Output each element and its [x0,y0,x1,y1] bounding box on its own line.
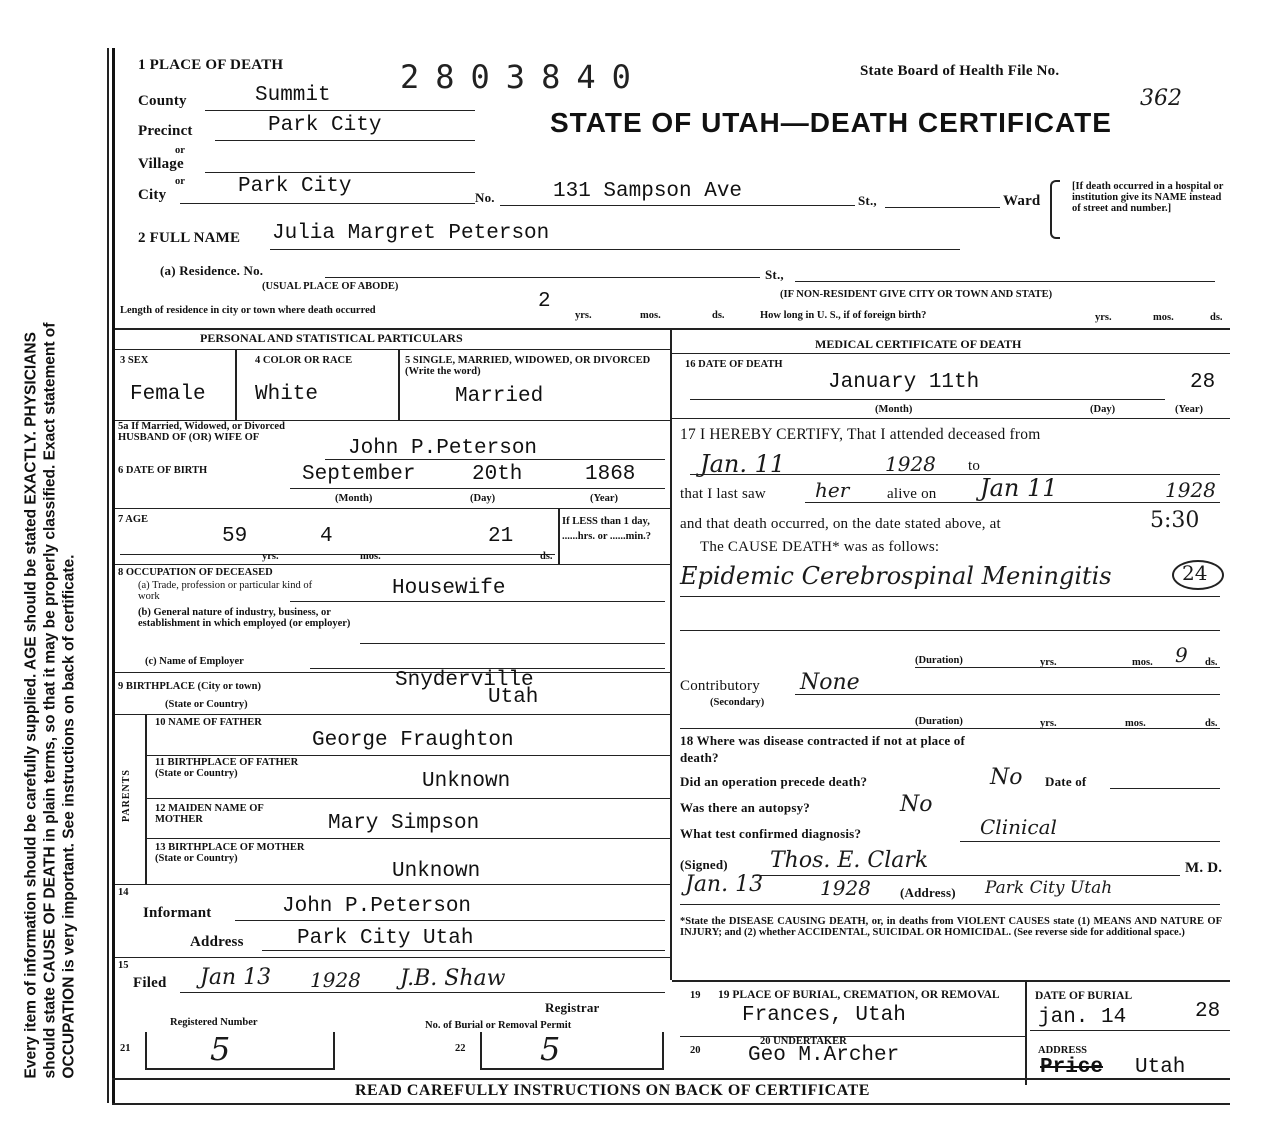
death-year-caption: (Year) [1175,404,1203,415]
duration-yrs: yrs. [1040,657,1057,668]
filed-year: 1928 [310,968,361,992]
occupation-b-label: (b) General nature of industry, business, or establishment in which employed (or employer) [138,607,351,629]
ward-label: Ward [1003,193,1041,209]
age-ds-caption: ds. [540,551,553,562]
last-saw-date: Jan 11 [980,474,1058,502]
md-label: M. D. [1185,860,1223,876]
date-of-death-label: 16 DATE OF DEATH [685,359,783,370]
birthplace-city: Snyderville [395,669,534,692]
color-value: White [255,383,319,406]
board-file-label: State Board of Health File No. [860,63,1060,79]
cause-code: 24 [1182,561,1208,585]
length-value: 2 [538,290,551,313]
reg-number-box [145,1032,335,1070]
age-days: 21 [488,525,514,548]
autopsy-value: No [900,792,933,817]
age-yrs-caption: yrs. [262,551,279,562]
contributory-value: None [800,670,860,695]
age-mos-caption: mos. [360,551,381,562]
registrar-signature: J.B. Shaw [400,966,506,991]
dob-day: 20th [472,463,523,486]
sidebar-line-1: Every item of information should be carefully supplied. AGE should be stated EXACTLY. PHYSICIANS [22,332,40,1079]
reg-number-label: Registered Number [170,1017,258,1028]
undertaker-label: 20 UNDERTAKER [760,1036,847,1047]
mother-label: 12 MAIDEN NAME OF MOTHER [155,803,264,825]
birthplace-state-label: (State or Country) [165,699,248,710]
sidebar-line-2: should state CAUSE OF DEATH in plain terms, so that it may be properly classified. Exact statement of [41,322,59,1079]
death-time: 5:30 [1150,508,1200,533]
signed-year: 1928 [820,876,871,900]
street-value: 131 Sampson Ave [553,180,743,203]
st-label: St., [858,193,877,208]
middle-divider [670,330,672,980]
full-name-label: 2 FULL NAME [138,230,241,246]
residence-label: (a) Residence. No. [160,263,264,278]
medical-header: MEDICAL CERTIFICATE OF DEATH [815,337,1022,351]
length-ds: ds. [712,310,725,321]
to-label: to [968,458,981,474]
city-label: City [138,187,167,203]
age-months: 4 [320,525,333,548]
item-15-number: 15 [118,960,129,971]
footer-instructions: READ CAREFULLY INSTRUCTIONS ON BACK OF CERTIFICATE [355,1082,870,1099]
signed-date: Jan. 13 [685,872,764,897]
address-label: (Address) [900,885,956,900]
operation-value: No [990,765,1023,790]
ward-note: [If death occurred in a hospital or institution give its NAME instead of street and number.] [1072,181,1224,214]
precinct-value: Park City [268,114,382,137]
spouse-value: John P.Peterson [348,437,538,460]
informant-address-value: Park City Utah [297,927,474,950]
item-21-number: 21 [120,1043,131,1054]
age-label: 7 AGE [118,514,149,525]
board-file-value: 362 [1140,86,1182,111]
mother-bp-label: 13 BIRTHPLACE OF MOTHER (State or Country) [155,842,305,864]
father-label: 10 NAME OF FATHER [155,717,262,728]
dob-day-caption: (Day) [470,493,496,504]
us-mos: mos. [1153,312,1174,323]
duration-mos-value: 9 [1175,643,1188,667]
usual-place-label: (USUAL PLACE OF ABODE) [262,281,399,292]
length-yrs: yrs. [575,310,592,321]
certificate-title: STATE OF UTAH—DEATH CERTIFICATE [550,107,1112,138]
filed-date: Jan 13 [200,965,272,990]
mother-value: Mary Simpson [328,812,480,835]
or-label-1: or [175,145,185,156]
alive-on-text: alive on [887,486,937,502]
item-14-number: 14 [118,887,129,898]
dob-month: September [302,463,416,486]
occupation-a-label: (a) Trade, profession or particular kind of work [138,580,313,602]
test-label: What test confirmed diagnosis? [680,826,862,841]
us-yrs: yrs. [1095,312,1112,323]
us-ds: ds. [1210,312,1223,323]
duration-mos: mos. [1132,657,1153,668]
attended-from: Jan. 11 [700,450,786,478]
dob-year: 1868 [585,463,636,486]
how-long-label: How long in U. S., if of foreign birth? [760,310,927,321]
certificate-number: 2803840 [400,58,647,96]
death-day-caption: (Day) [1090,404,1116,415]
length-label: Length of residence in city or town where death occurred [120,305,376,316]
signed-value: Thos. E. Clark [770,848,929,873]
dob-month-caption: (Month) [335,493,373,504]
occupation-label: 8 OCCUPATION OF DECEASED [118,567,273,578]
contributory-label: Contributory [680,678,760,694]
duration-label: (Duration) [915,655,963,666]
duration-ds-2: ds. [1205,718,1218,729]
secondary-label: (Secondary) [710,697,765,708]
marital-value: Married [455,385,544,408]
sidebar-line-3: OCCUPATION is very important. See instructions on back of certificate. [60,554,78,1079]
test-value: Clinical [980,815,1057,839]
informant-address-label: Address [190,934,244,950]
village-label: Village [138,156,184,172]
cause-note: *State the DISEASE CAUSING DEATH, or, in deaths from VIOLENT CAUSES state (1) MEANS AND NATURE OF INJURY; and (2) whether ACCIDENTAL, SUICIDAL OR HOMICIDAL. (See reverse side for additional space.) [680,916,1222,938]
undertaker-addr-value: Utah [1135,1056,1186,1079]
sex-value: Female [130,383,206,406]
ward-bracket [1050,180,1060,239]
date-of-label: Date of [1045,774,1087,789]
burial-permit-value: 5 [540,1030,561,1068]
where-label: 18 Where was disease contracted if not at place of death? [680,733,966,765]
occupation-value: Housewife [392,577,506,600]
sex-label: 3 SEX [120,355,149,366]
no-label: No. [475,190,495,205]
personal-header: PERSONAL AND STATISTICAL PARTICULARS [200,331,463,345]
item-20-number: 20 [690,1045,701,1056]
death-time-text: and that death occurred, on the date stated above, at [680,516,1001,532]
item-19-number: 19 [690,990,701,1001]
cause-label: The CAUSE DEATH* was as follows: [700,539,940,555]
county-label: County [138,93,187,109]
date-of-death-year: 28 [1190,371,1216,394]
certify-text: 17 I HEREBY CERTIFY, That I attended deceased from [680,426,1041,443]
undertaker-addr-struck: Price [1040,1056,1104,1079]
attended-year: 1928 [885,452,936,476]
birthplace-label: 9 BIRTHPLACE (City or town) [118,681,261,692]
parents-label: PARENTS [120,769,132,822]
residence-st-label: St., [765,267,784,282]
burial-permit-box [480,1032,664,1070]
sidebar-instructions [0,0,100,1123]
operation-label: Did an operation precede death? [680,774,868,789]
burial-place: Frances, Utah [742,1004,906,1027]
or-label-2: or [175,176,185,187]
registrar-label: Registrar [545,1000,600,1015]
duration-label-2: (Duration) [915,716,963,727]
filed-label: Filed [133,975,167,991]
place-of-death-label: 1 PLACE OF DEATH [138,57,284,73]
burial-year: 28 [1195,1000,1221,1023]
city-value: Park City [238,175,352,198]
duration-yrs-2: yrs. [1040,718,1057,729]
her-text: her [815,478,850,502]
undertaker-addr-label: ADDRESS [1038,1045,1088,1056]
age-years: 59 [222,525,248,548]
signed-label: (Signed) [680,857,728,872]
burial-permit-label: No. of Burial or Removal Permit [425,1020,572,1031]
duration-mos-2: mos. [1125,718,1146,729]
cause-value: Epidemic Cerebrospinal Meningitis [680,562,1112,590]
county-value: Summit [255,84,331,107]
undertaker-value: Geo M.Archer [748,1044,900,1067]
reg-number-value: 5 [210,1030,231,1068]
informant-label: Informant [143,905,212,921]
burial-date-label: DATE OF BURIAL [1035,990,1133,1002]
autopsy-label: Was there an autopsy? [680,800,811,815]
informant-value: John P.Peterson [282,895,472,918]
color-label: 4 COLOR OR RACE [255,355,353,366]
less-than-label: If LESS than 1 day, ......hrs. or ......min.? [562,516,652,542]
last-saw-text: that I last saw [680,486,766,502]
duration-ds: ds. [1205,657,1218,668]
dob-label: 6 DATE OF BIRTH [118,465,208,476]
length-mos: mos. [640,310,661,321]
date-of-death-value: January 11th [828,371,980,394]
birthplace-state: Utah [488,686,539,709]
address-value: Park City Utah [985,878,1113,898]
death-month-caption: (Month) [875,404,913,415]
mother-bp-value: Unknown [392,860,481,883]
item-22-number: 22 [455,1043,466,1054]
dob-year-caption: (Year) [590,493,618,504]
precinct-label: Precinct [138,123,193,139]
full-name-value: Julia Margret Peterson [272,222,550,245]
spouse-label: 5a If Married, Widowed, or Divorced HUSBAND OF (OR) WIFE OF [118,421,285,443]
father-bp-value: Unknown [422,770,511,793]
last-saw-year: 1928 [1165,478,1216,502]
father-bp-label: 11 BIRTHPLACE OF FATHER (State or Country) [155,757,299,779]
occupation-c-label: (c) Name of Employer [145,656,244,667]
nonresident-label: (IF NON-RESIDENT GIVE CITY OR TOWN AND STATE) [780,289,1053,300]
marital-label: 5 SINGLE, MARRIED, WIDOWED, OR DIVORCED (Write the word) [405,355,651,377]
burial-label: 19 PLACE OF BURIAL, CREMATION, OR REMOVAL [718,989,1000,1001]
father-value: George Fraughton [312,729,514,752]
burial-date: jan. 14 [1038,1006,1127,1029]
